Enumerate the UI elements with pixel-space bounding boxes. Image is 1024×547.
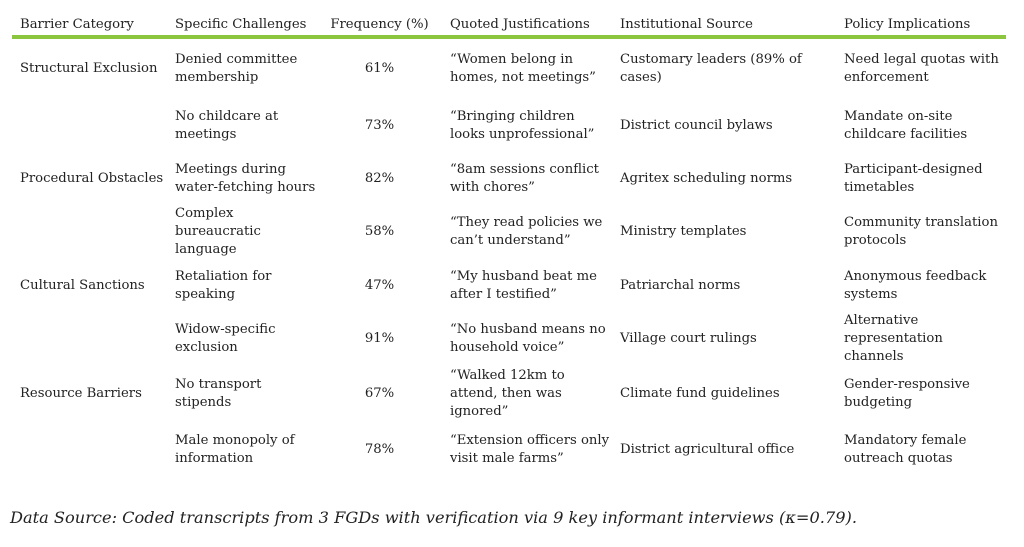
barriers-table-container	[12, 0, 1006, 478]
cell-challenge: Meetings during water-fetching hours	[175, 161, 316, 195]
header-policy-implications: Policy Implications	[844, 17, 971, 32]
table-row	[12, 39, 1006, 99]
cell-category: Procedural Obstacles	[20, 170, 164, 186]
cell-category	[12, 421, 167, 478]
cell-implication: Alternative representation channels	[844, 313, 943, 364]
cell-source: Agritex scheduling norms	[620, 170, 793, 186]
cell-source: Customary leaders (89% of cases)	[620, 52, 802, 85]
cell-source: Patriarchal norms	[620, 277, 741, 293]
table-row	[12, 152, 1006, 205]
cell-quote: “8am sessions conflict with chores”	[450, 161, 599, 195]
table-row	[12, 421, 1006, 478]
cell-quote: “No husband means no household voice”	[450, 322, 606, 355]
cell-implication: Anonymous feedback systems	[844, 268, 987, 302]
table-row	[12, 205, 1006, 259]
cell-quote: “Women belong in homes, not meetings”	[450, 52, 596, 85]
cell-source: Climate fund guidelines	[620, 385, 780, 401]
cell-category: Cultural Sanctions	[20, 277, 145, 293]
cell-category: Structural Exclusion	[20, 61, 158, 76]
cell-challenge: No childcare at meetings	[175, 108, 279, 142]
cell-implication: Community translation protocols	[844, 215, 998, 248]
cell-category	[12, 205, 167, 259]
cell-frequency: 82%	[364, 170, 395, 186]
cell-quote: “My husband beat me after I testified”	[450, 268, 597, 302]
cell-category	[12, 312, 167, 366]
header-barrier-category: Barrier Category	[20, 17, 134, 32]
cell-frequency: 61%	[364, 61, 395, 76]
cell-frequency: 73%	[364, 117, 395, 133]
cell-quote: “Extension officers only visit male farms”	[450, 432, 610, 466]
table-row	[12, 259, 1006, 312]
cell-challenge: Male monopoly of information	[175, 432, 295, 466]
table-header-row	[12, 0, 1006, 35]
cell-frequency: 78%	[364, 441, 395, 457]
cell-frequency: 58%	[364, 224, 395, 239]
cell-challenge: Retaliation for speaking	[175, 268, 272, 302]
cell-challenge: Denied committee membership	[175, 52, 298, 85]
table-row	[12, 99, 1006, 152]
header-specific-challenges: Specific Challenges	[175, 17, 307, 32]
cell-quote: “They read policies we can’t understand”	[450, 215, 603, 248]
cell-challenge: No transport stipends	[175, 376, 262, 410]
cell-frequency: 47%	[364, 277, 395, 293]
cell-source: Village court rulings	[620, 331, 757, 346]
cell-challenge: Widow-specific exclusion	[175, 322, 276, 355]
cell-implication: Participant-designed timetables	[844, 161, 983, 195]
cell-category	[12, 99, 167, 152]
cell-challenge: Complex bureaucratic language	[175, 206, 261, 257]
cell-implication: Mandatory female outreach quotas	[844, 432, 967, 466]
table-row	[12, 366, 1006, 421]
table-caption: Data Source: Coded transcripts from 3 FGDs with verification via 9 key informant interviews (κ=0.79).	[10, 508, 857, 527]
cell-implication: Need legal quotas with enforcement	[844, 52, 999, 85]
cell-source: District agricultural office	[620, 441, 795, 457]
cell-quote: “Walked 12km to attend, then was ignored”	[450, 367, 565, 419]
barriers-table	[12, 0, 1006, 478]
cell-implication: Gender-responsive budgeting	[844, 376, 970, 410]
header-institutional-source: Institutional Source	[620, 17, 753, 32]
cell-source: District council bylaws	[620, 117, 773, 133]
cell-source: Ministry templates	[620, 224, 747, 239]
header-quoted-justifications: Quoted Justifications	[450, 17, 590, 32]
cell-quote: “Bringing children looks unprofessional”	[450, 108, 595, 142]
cell-category: Resource Barriers	[20, 385, 142, 401]
table-row	[12, 312, 1006, 366]
cell-frequency: 67%	[364, 385, 395, 401]
cell-frequency: 91%	[364, 331, 395, 346]
cell-implication: Mandate on-site childcare facilities	[844, 108, 968, 142]
header-frequency: Frequency (%)	[330, 17, 429, 32]
